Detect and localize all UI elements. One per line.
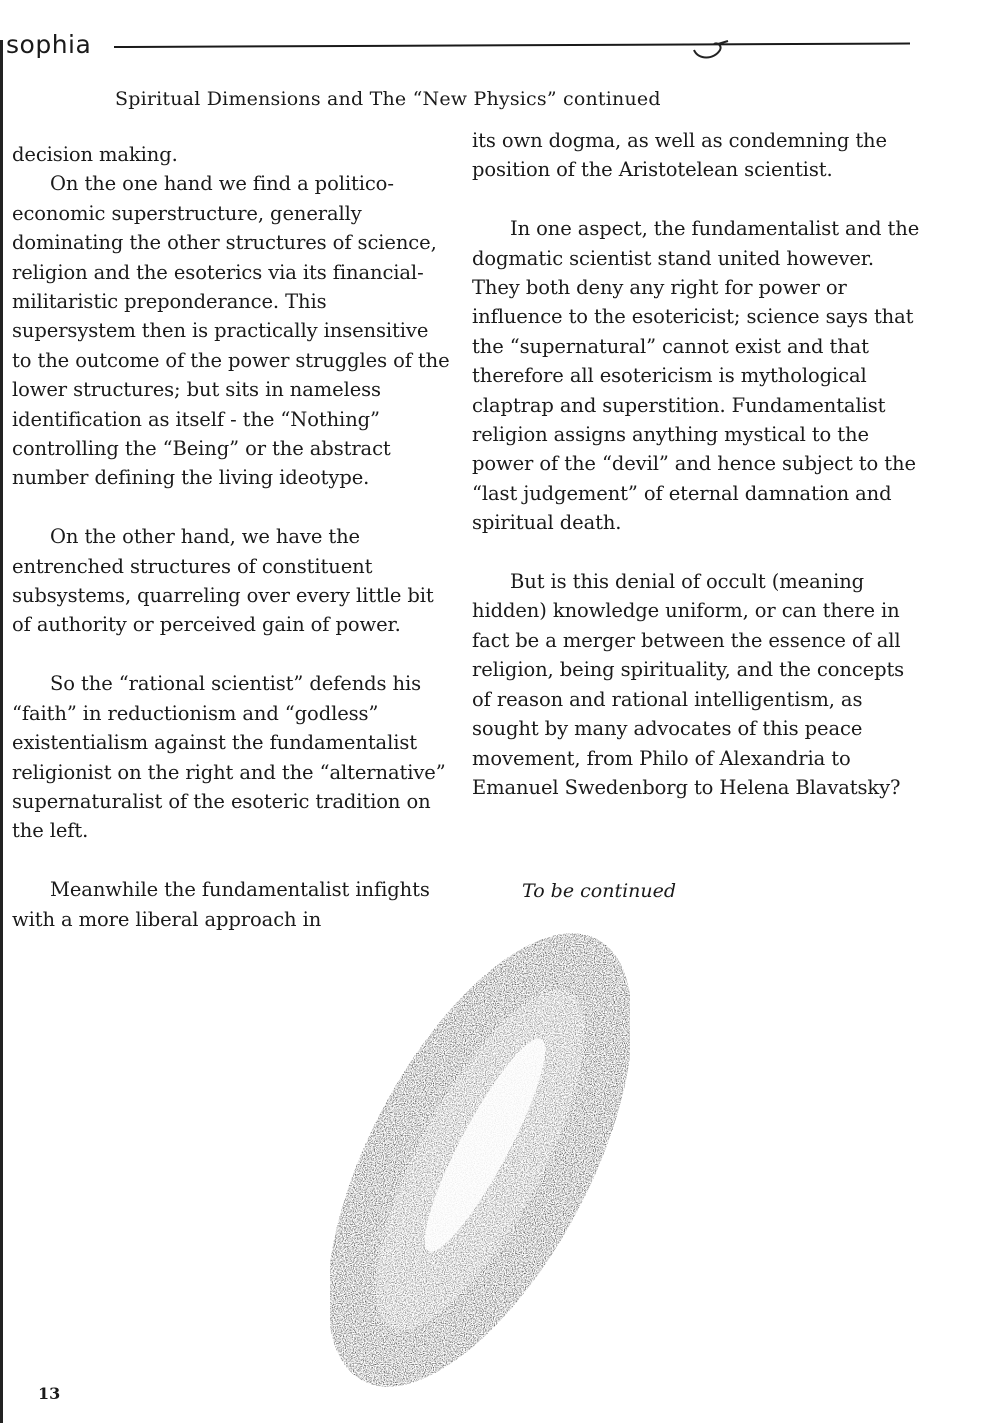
article-title: Spiritual Dimensions and The “New Physics” continued xyxy=(115,88,661,110)
publication-name: sophia xyxy=(6,30,92,59)
galaxy-illustration xyxy=(330,890,630,1423)
paragraph: In one aspect, the fundamentalist and the dogmatic scientist stand united however. They both deny any right for power or influence to the esotericist; science says that the “supernatural” cannot exist and that therefore all esotericism is mythological claptrap and superstition. Fundamentalist religion assigns anything mystical to the power of the “devil” and hence subject to the “last judgement” of eternal damnation and spiritual death. xyxy=(472,217,920,535)
header-rule xyxy=(114,43,910,48)
paragraph: So the “rational scientist” defends his “faith” in reductionism and “godless” existentialism against the fundamentalist religionist on the right and the “alternative” supernaturalist of the esoteric tradition on the left. xyxy=(12,672,446,843)
left-column xyxy=(12,140,452,934)
paragraph: But is this denial of occult (meaning hidden) knowledge uniform, or can there in fact be a merger between the essence of all religion, being spirituality, and the concepts of reason and rational intelligentism, as sought by many advocates of this peace movement, from Philo of Alexandria to Emanuel Swedenborg to Helena Blavatsky? xyxy=(472,570,905,799)
swirl-icon xyxy=(688,38,732,64)
page-edge-rule xyxy=(0,40,3,1423)
paragraph: On the one hand we find a politico-economic superstructure, generally dominating the other structures of science, religion and the esoterics via its financial-militaristic preponderance. This supersystem then is practically insensitive to the outcome of the power struggles of the lower structures; but sits in nameless identification as itself - the “Nothing” controlling the “Being” or the abstract number defining the living ideotype. xyxy=(12,172,450,490)
paragraph: decision making. xyxy=(12,143,178,166)
paragraph: Meanwhile the fundamentalist infights with a more liberal approach in xyxy=(12,878,430,931)
paragraph: its own dogma, as well as condemning the position of the Aristotelean scientist. xyxy=(472,129,887,182)
right-column xyxy=(472,126,922,802)
paragraph: On the other hand, we have the entrenched structures of constituent subsystems, quarreling over every little bit of authority or perceived gain of power. xyxy=(12,525,434,637)
running-head xyxy=(6,28,906,68)
to-be-continued: To be continued xyxy=(522,880,677,902)
page-number: 13 xyxy=(38,1384,61,1403)
